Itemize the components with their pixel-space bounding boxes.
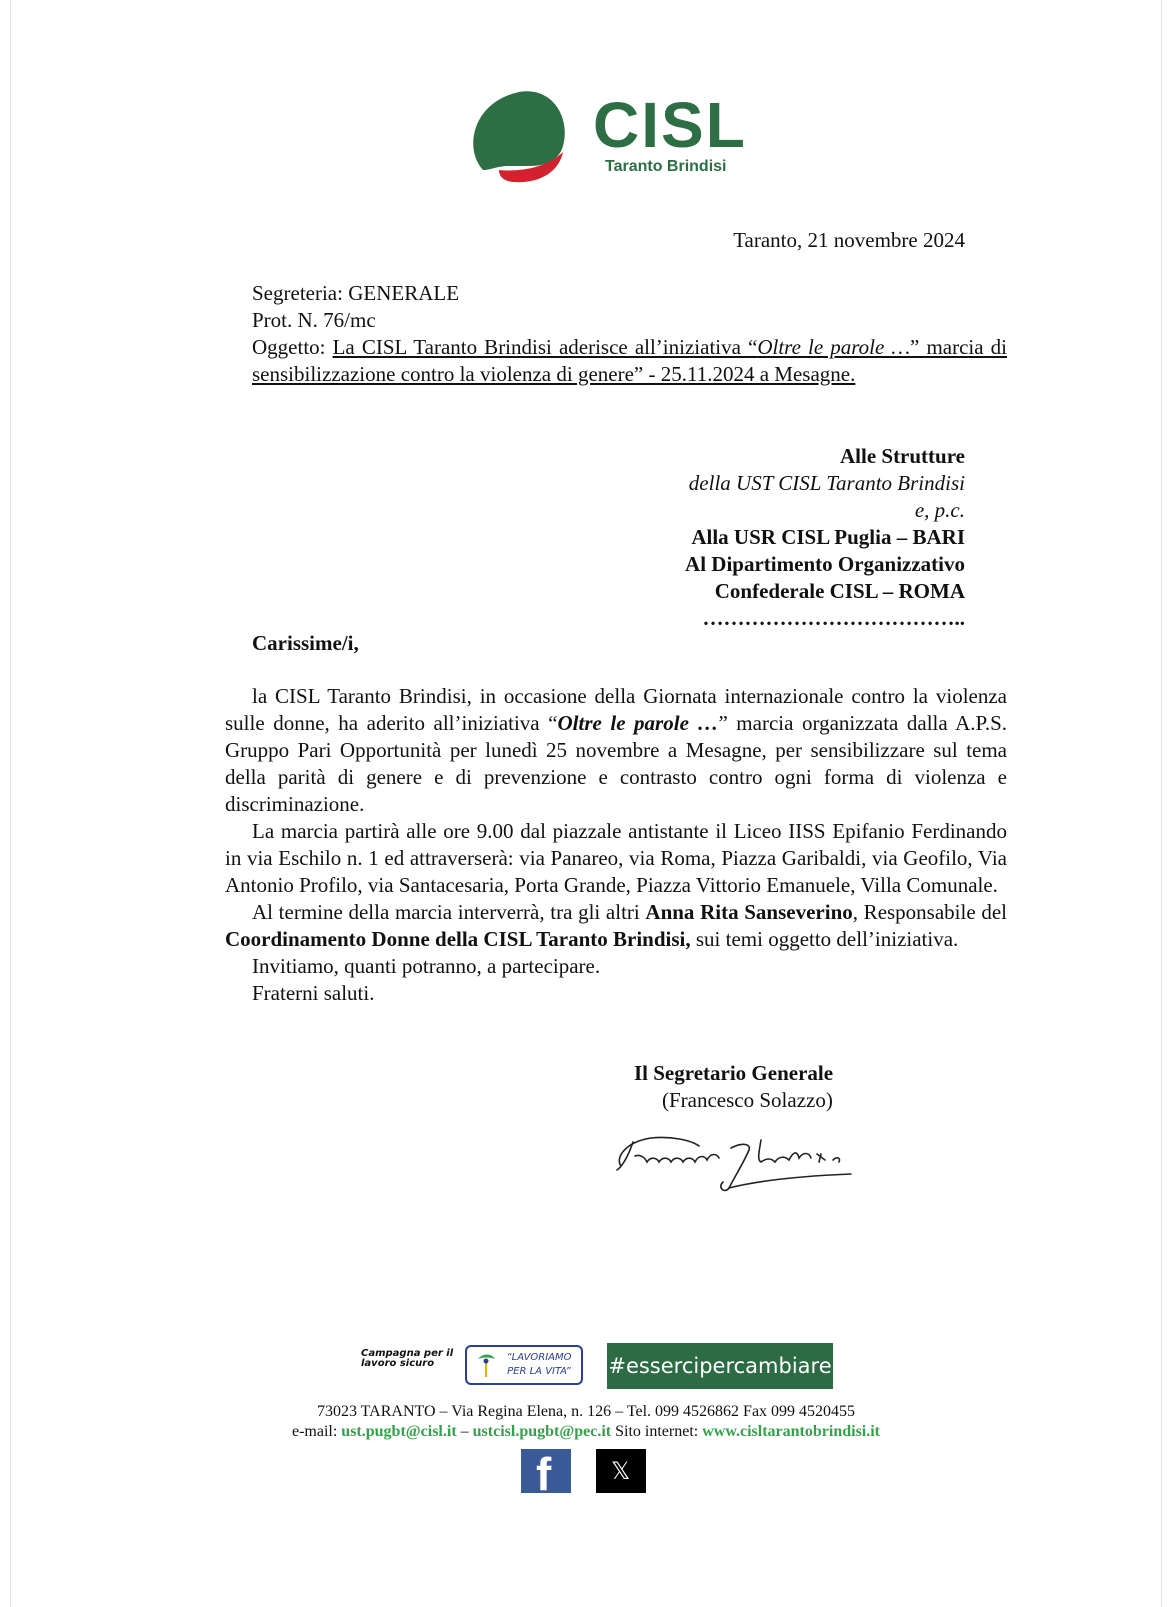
footer-logos — [361, 1345, 841, 1395]
subject-label: Oggetto: — [252, 335, 326, 359]
hashtag-banner: #essercipercambiare — [607, 1343, 833, 1389]
body-paragraph: Al termine della marcia interverrà, tra gli altri Anna Rita Sanseverino, Responsabile del Coordinamento Donne della CISL Taranto Brindisi, sui temi oggetto dell’iniziativa. — [225, 900, 1007, 951]
recipients-block — [685, 443, 965, 632]
letter-page — [10, 0, 1162, 1607]
greeting: Carissime/i, — [252, 631, 359, 655]
segreteria-line: Segreteria: GENERALE — [252, 281, 460, 305]
signer-title: Il Segretario Generale — [634, 1061, 834, 1085]
footer-contacts: e-mail: ust.pugbt@cisl.it – ustcisl.pugbt@pec.it Sito internet: www.cisltarantobrindisi.it — [291, 1423, 881, 1440]
letter-date: Taranto, 21 novembre 2024 — [733, 228, 965, 252]
protocol-line: Prot. N. 76/mc — [252, 308, 376, 332]
website-link[interactable]: www.cisltarantobrindisi.it — [702, 1423, 881, 1440]
recipient-dots: ……………………………….. — [702, 606, 965, 630]
email-link[interactable]: ust.pugbt@cisl.it — [341, 1423, 457, 1440]
letter-meta — [252, 280, 1007, 388]
subject-line — [252, 334, 1007, 388]
pec-link[interactable]: ustcisl.pugbt@pec.it — [472, 1423, 612, 1440]
body-paragraph: Invitiamo, quanti potranno, a partecipare. — [252, 954, 601, 978]
body-paragraph: la CISL Taranto Brindisi, in occasione della Giornata internazionale contro la violenza sulle donne, ha aderito all’iniziativa “Oltre le parole …” marcia organizzata dalla A.P.S. Gruppo Pari Opportunità per lunedì 25 novembre a Mesagne, per sensibilizzare sul tema della parità di genere e di prevenzione e contrasto contro ogni forma di violenza e discriminazione. — [225, 684, 1008, 816]
recipient-line: Al Dipartimento Organizzativo — [685, 552, 965, 576]
recipient-line: Alla USR CISL Puglia – BARI — [691, 525, 965, 549]
logo-brand: CISL — [593, 89, 747, 161]
lavoriamo-text: “LAVORIAMO PER LA VITA” — [506, 1352, 572, 1377]
lavoriamo-logo — [465, 1345, 583, 1385]
recipient-line: della UST CISL Taranto Brindisi — [688, 471, 965, 495]
handwritten-signature — [611, 1128, 891, 1198]
body-paragraph: Fraterni saluti. — [252, 981, 375, 1005]
logo-subtitle: Taranto Brindisi — [605, 158, 727, 175]
campaign-logo: Campagna per il lavoro sicuro — [361, 1348, 454, 1369]
signer-name: (Francesco Solazzo) — [662, 1088, 833, 1112]
footer-address: 73023 TARANTO – Via Regina Elena, n. 126 – Tel. 099 4526862 Fax 099 4520455 — [316, 1403, 856, 1420]
lavoriamo-icon — [475, 1353, 497, 1379]
recipient-line: Alle Strutture — [839, 444, 965, 468]
cisl-logo-icon — [469, 88, 579, 188]
recipient-line: e, p.c. — [914, 498, 965, 522]
subject-text: La CISL Taranto Brindisi aderisce all’iniziativa “Oltre le parole …” marcia di sensibilizzazione contro la violenza di genere” - 25.11.2024 a Mesagne. — [252, 335, 1007, 386]
x-icon[interactable]: 𝕏 — [596, 1449, 646, 1493]
recipient-line: Confederale CISL – ROMA — [714, 579, 965, 603]
facebook-icon[interactable]: f — [521, 1449, 571, 1493]
body-paragraph: La marcia partirà alle ore 9.00 dal piazzale antistante il Liceo IISS Epifanio Ferdinando in via Eschilo n. 1 ed attraverserà: via Panareo, via Roma, Piazza Garibaldi, via Geofilo, Via Antonio Profilo, via Santacesaria, Porta Grande, Piazza Vittorio Emanuele, Villa Comunale. — [225, 819, 1007, 897]
letter-body — [225, 683, 1007, 1007]
cisl-logo — [469, 88, 769, 198]
